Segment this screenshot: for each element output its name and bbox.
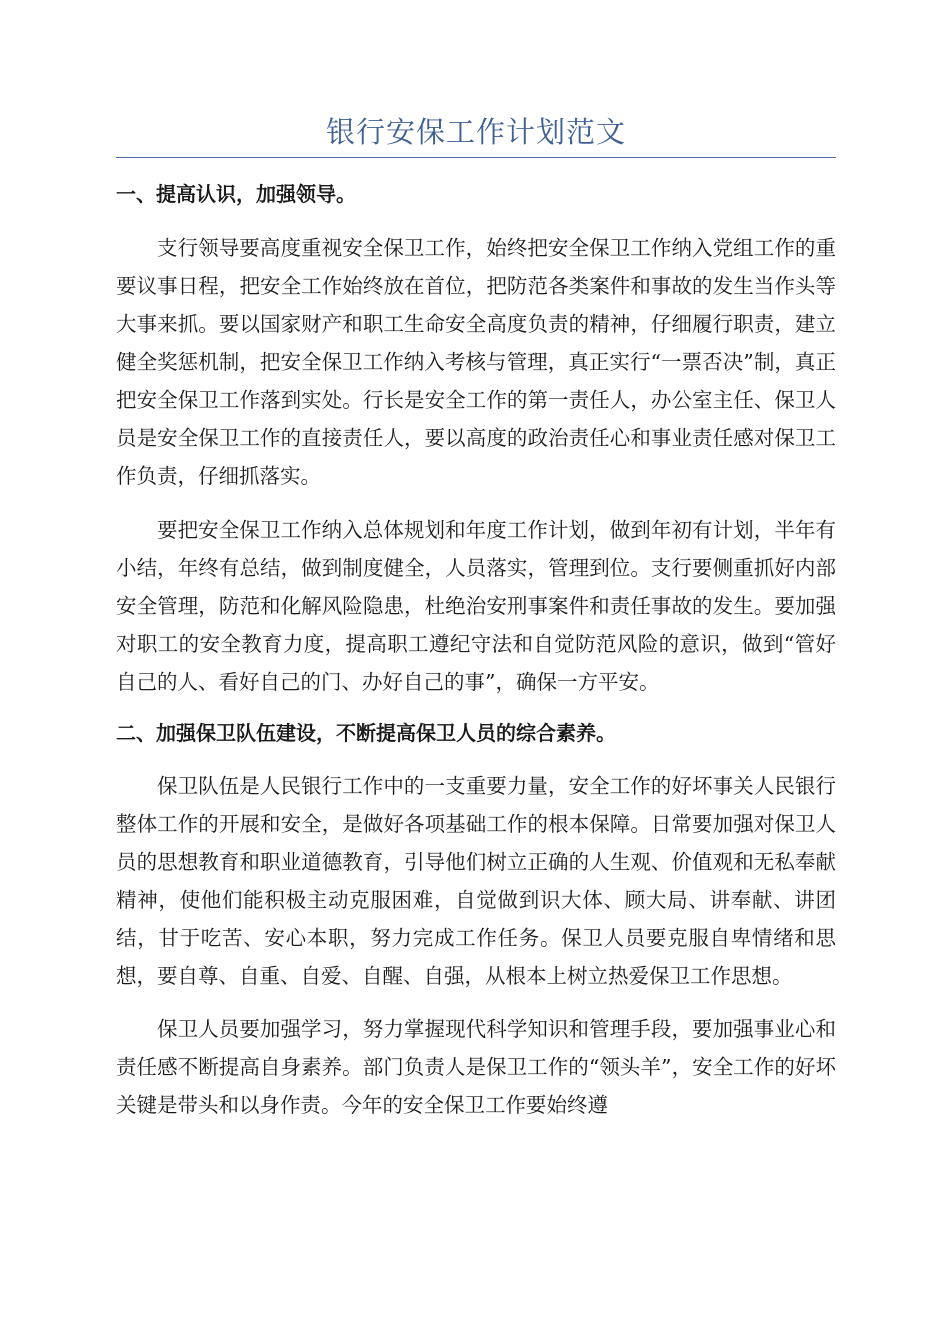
title-underline [116,157,836,158]
section-2-paragraph-1: 保卫队伍是人民银行工作中的一支重要力量，安全工作的好坏事关人民银行整体工作的开展和安全，是做好各项基础工作的根本保障。日常要加强对保卫人员的思想教育和职业道德教育，引导他们树立正确的人生观、价值观和无私奉献精神，使他们能积极主动克服困难，自觉做到识大体、顾大局、讲奉献、讲团结，甘于吃苦、安心本职，努力完成工作任务。保卫人员要克服自卑情绪和思想，要自尊、自重、自爱、自醒、自强，从根本上树立热爱保卫工作思想。 [116,774,836,988]
document-page [116,108,836,1124]
section-1-paragraph-1: 支行领导要高度重视安全保卫工作，始终把安全保卫工作纳入党组工作的重要议事日程，把安全工作始终放在首位，把防范各类案件和事故的发生当作头等大事来抓。要以国家财产和职工生命安全高度负责的精神，仔细履行职责，建立健全奖惩机制，把安全保卫工作纳入考核与管理，真正实行“一票否决”制，真正把安全保卫工作落到实处。行长是安全工作的第一责任人，办公室主任、保卫人员是安全保卫工作的直接责任人，要以高度的政治责任心和事业责任感对保卫工作负责，仔细抓落实。 [116,236,836,488]
section-heading-1: 一、提高认识，加强领导。 [116,182,356,206]
section-2-paragraph-2: 保卫人员要加强学习，努力掌握现代科学知识和管理手段，要加强事业心和责任感不断提高自身素养。部门负责人是保卫工作的“领头羊”，安全工作的好坏关键是带头和以身作责。今年的安全保卫工作要始终遵 [116,1017,836,1117]
document-title: 银行安保工作计划范文 [325,115,626,149]
section-heading-2: 二、加强保卫队伍建设，不断提高保卫人员的综合素养。 [116,721,616,745]
section-1-paragraph-2: 要把安全保卫工作纳入总体规划和年度工作计划，做到年初有计划，半年有小结，年终有总结，做到制度健全，人员落实，管理到位。支行要侧重抓好内部安全管理，防范和化解风险隐患，杜绝治安刑事案件和责任事故的发生。要加强对职工的安全教育力度，提高职工遵纪守法和自觉防范风险的意识，做到“管好自己的人、看好自己的门、办好自己的事”，确保一方平安。 [116,518,836,694]
